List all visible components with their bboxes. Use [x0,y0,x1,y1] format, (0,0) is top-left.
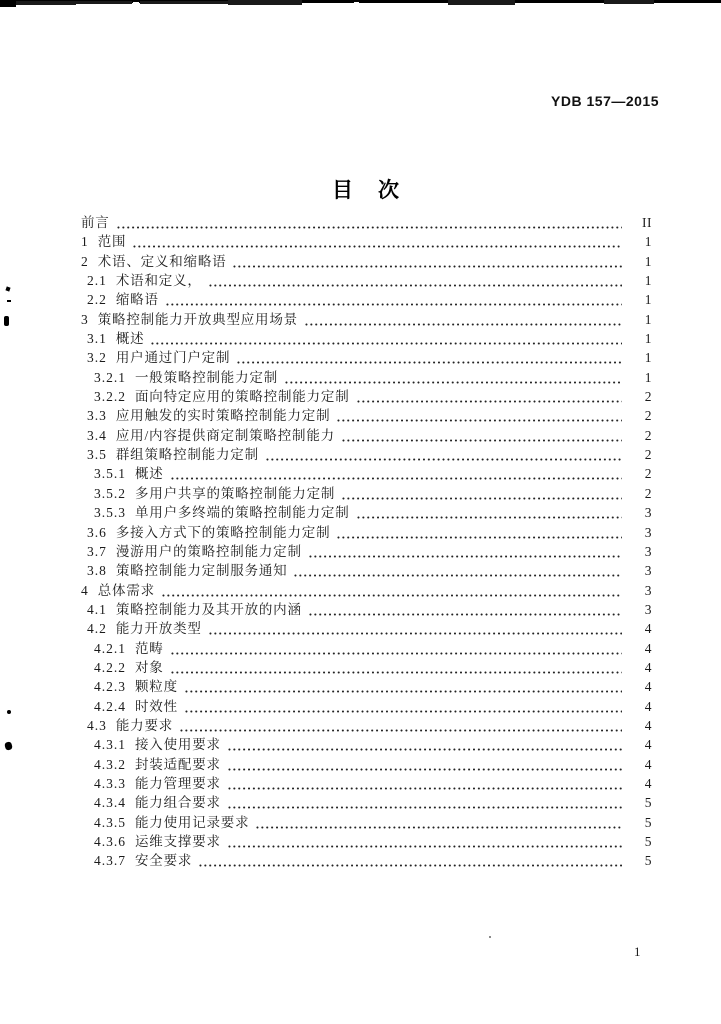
toc-entry [81,406,652,425]
dot-leader [165,290,622,309]
toc-entry-page: 4 [644,698,652,714]
toc-entry-number: 3.5.2 [94,485,126,501]
toc-entry-page: 4 [644,737,652,753]
scan-speck [489,936,491,938]
toc-entry [81,832,652,851]
toc-entry-page: 3 [644,582,652,598]
toc-entry-number: 4.3.1 [94,737,126,753]
scan-line [76,1,132,4]
dot-leader [179,716,622,735]
toc-entry-number: 4.3.5 [94,814,126,830]
toc-entry [81,851,652,870]
toc-entry-label: 能力要求 [115,717,174,733]
dot-leader [236,348,622,367]
toc-entry [81,252,652,271]
toc-entry-label: 能力使用记录要求 [135,814,250,830]
scan-speck [7,300,11,302]
toc-entry-label: 能力组合要求 [135,795,221,811]
dot-leader [132,232,622,251]
scan-line [604,0,654,4]
scan-speck [4,316,9,326]
toc-entry-number: 3.8 [87,563,107,579]
toc-entry-number: 3.4 [87,427,107,443]
toc-entry-number: 3.2 [87,350,107,366]
toc-entry [81,213,652,232]
toc-entry-label: 概述 [115,331,145,347]
toc-entry-page: 1 [644,292,652,308]
toc-entry-page: 3 [644,505,652,521]
toc-entry-page: 4 [644,679,652,695]
dot-leader [198,851,622,870]
toc-entry-page: 1 [644,311,652,327]
dot-leader [170,464,622,483]
toc-entry-label: 面向特定应用的策略控制能力定制 [135,389,350,405]
dot-leader [336,523,622,542]
toc-entry-label: 用户通过门户定制 [115,350,231,366]
toc-entry-label: 应用触发的实时策略控制能力定制 [115,408,331,424]
toc-entry-number: 4.2 [87,621,107,637]
toc-entry-number: 4 [81,582,89,598]
toc-entry-label: 运维支撑要求 [135,834,221,849]
toc-entry-page: 1 [644,369,652,385]
toc-entry-number: 4.3 [87,717,107,733]
dot-leader [208,271,622,290]
toc-entry-page: 1 [644,350,652,366]
scan-blob [0,0,16,7]
toc-entry [81,348,652,367]
standard-code: YDB 157—2015 [551,93,659,109]
toc-entry [81,445,652,464]
dot-leader [308,600,622,619]
toc-entry-page: 1 [644,253,652,269]
toc-entry-number: 4.3.2 [94,756,126,772]
toc-entry-number: 3.7 [87,543,107,559]
toc-entry-number: 4.3.4 [94,795,126,811]
scan-line [16,1,76,5]
toc-entry-number: 3.5 [87,447,107,463]
toc-entry [81,561,652,580]
dot-leader [232,252,622,271]
toc-entry-page: 4 [644,640,652,656]
toc-entry-page: 2 [644,408,652,424]
toc-entry-label: 缩略语 [115,292,159,308]
scan-speck [5,286,10,291]
toc-entry-label: 范畴 [135,640,164,656]
toc-entry-label: 一般策略控制能力定制 [135,369,278,385]
toc-entry-page: 3 [644,563,652,579]
toc-entry-number: 4.2.1 [94,640,126,656]
toc-entry [81,793,652,812]
toc-entry-number: 4.2.2 [94,659,126,675]
toc-entry-label: 封装适配要求 [135,756,221,772]
toc-entry-page: 5 [644,853,652,869]
dot-leader [227,755,622,774]
toc-entry-page: 5 [644,834,652,849]
page-title: 目 次 [332,179,401,202]
scan-gap [354,2,359,3]
toc-entry [81,503,652,522]
toc-entry-page: 4 [644,717,652,733]
dot-leader [336,406,622,425]
toc-entry [81,619,652,638]
toc-entry [81,329,652,348]
toc-entry-page: 2 [644,466,652,482]
dot-leader [227,735,622,754]
toc-entry-label: 术语、定义和缩略语 [97,253,227,269]
toc-entry [81,290,652,309]
toc-entry [81,271,652,290]
toc-entry-number: 3.6 [87,524,107,540]
scan-line [448,0,515,5]
toc-entry [81,755,652,774]
toc-entry [81,600,652,619]
toc-entry [81,813,652,832]
toc-entry-page: 4 [644,621,652,637]
dot-leader [227,832,622,851]
toc-entry [81,464,652,483]
toc-entry [81,232,652,251]
dot-leader [150,329,622,348]
toc-entry-label: 接入使用要求 [135,737,221,753]
toc-entry-label: 策略控制能力开放典型应用场景 [97,311,298,327]
dot-leader [356,503,623,522]
dot-leader [284,368,622,387]
toc-entry-page: II [642,215,652,230]
toc-entry-label: 颗粒度 [135,679,178,695]
toc-entry-number: 3.5.3 [94,505,126,521]
toc-entry [81,368,652,387]
toc-entry [81,581,652,600]
toc-entry-label: 时效性 [135,698,178,714]
toc-entry-number: 2 [81,253,89,269]
toc-entry [81,677,652,696]
toc-entry-number: 4.1 [87,601,107,617]
toc-entry [81,658,652,677]
toc-entry-page: 2 [644,447,652,463]
toc-entry [81,639,652,658]
toc-entry [81,426,652,445]
toc-entry [81,735,652,754]
scan-line [228,0,302,5]
toc-entry-label: 漫游用户的策略控制能力定制 [115,543,302,559]
toc-entry-number: 3.1 [87,331,107,347]
toc-entry-label: 术语和定义， [115,273,202,289]
dot-leader [170,658,622,677]
toc-entry-label: 策略控制能力及其开放的内涵 [115,601,302,617]
toc-entry-label: 应用/内容提供商定制策略控制能力 [115,427,335,443]
toc-entry-number: 4.3.7 [94,853,126,869]
dot-leader [356,387,623,406]
toc-entry-page: 5 [644,795,652,811]
dot-leader [170,639,622,658]
toc-entry-number: 4.2.4 [94,698,126,714]
toc-entry-label: 安全要求 [135,853,193,869]
dot-leader [341,484,622,503]
dot-leader [184,677,622,696]
toc-entry-page: 3 [644,601,652,617]
page-number: 1 [634,944,641,959]
dot-leader [227,793,622,812]
toc-entry [81,716,652,735]
toc-entry-number: 2.2 [87,292,107,308]
dot-leader [308,542,622,561]
toc-entry-label: 单用户多终端的策略控制能力定制 [135,505,350,521]
toc-entry [81,310,652,329]
dot-leader [227,774,622,793]
toc-entry-page: 1 [644,331,652,347]
toc-entry-label: 能力管理要求 [135,775,221,791]
dot-leader [161,581,622,600]
toc-entry-label: 前言 [81,215,110,230]
toc-entry-page: 3 [644,543,652,559]
toc-entry-label: 策略控制能力定制服务通知 [115,563,288,579]
toc-entry-page: 1 [644,273,652,289]
dot-leader [341,426,622,445]
toc-entry-page: 4 [644,756,652,772]
toc-entry-number: 4.2.3 [94,679,126,695]
scan-speck [7,710,11,714]
dot-leader [293,561,622,580]
toc-entry [81,697,652,716]
toc-entry-page: 4 [644,775,652,791]
toc-entry [81,542,652,561]
toc-entry-label: 概述 [135,466,164,482]
toc-entry-label: 多用户共享的策略控制能力定制 [135,485,336,501]
toc-entry-label: 多接入方式下的策略控制能力定制 [115,524,331,540]
dot-leader [265,445,622,464]
toc-entry [81,774,652,793]
toc-entry-label: 对象 [135,659,164,675]
toc-entry-number: 3.3 [87,408,107,424]
toc-entry-number: 3.2.1 [94,369,126,385]
toc-entry-number: 3 [81,311,89,327]
toc-entry [81,387,652,406]
toc-entry-page: 1 [644,234,652,250]
toc-entry-number: 1 [81,234,89,250]
dot-leader [304,310,622,329]
toc-entry-page: 2 [644,389,652,405]
toc-entry-label: 群组策略控制能力定制 [115,447,259,463]
toc-entry-number: 3.5.1 [94,466,126,482]
toc-entry-number: 4.3.3 [94,775,126,791]
toc-entry-page: 5 [644,814,652,830]
toc-entry-label: 总体需求 [97,582,155,598]
table-of-contents [81,213,652,871]
toc-entry [81,484,652,503]
toc-entry [81,523,652,542]
dot-leader [116,213,622,232]
dot-leader [208,619,622,638]
toc-entry-label: 能力开放类型 [115,621,202,637]
scan-speck [4,741,13,751]
toc-entry-page: 3 [644,524,652,540]
scan-gap [133,2,139,3]
toc-entry-number: 4.3.6 [94,834,126,849]
toc-entry-page: 4 [644,659,652,675]
toc-entry-label: 范围 [97,234,127,250]
dot-leader [255,813,622,832]
toc-entry-page: 2 [644,427,652,443]
toc-entry-number: 2.1 [87,273,107,289]
toc-entry-page: 2 [644,485,652,501]
toc-entry-number: 3.2.2 [94,389,126,405]
dot-leader [184,697,622,716]
